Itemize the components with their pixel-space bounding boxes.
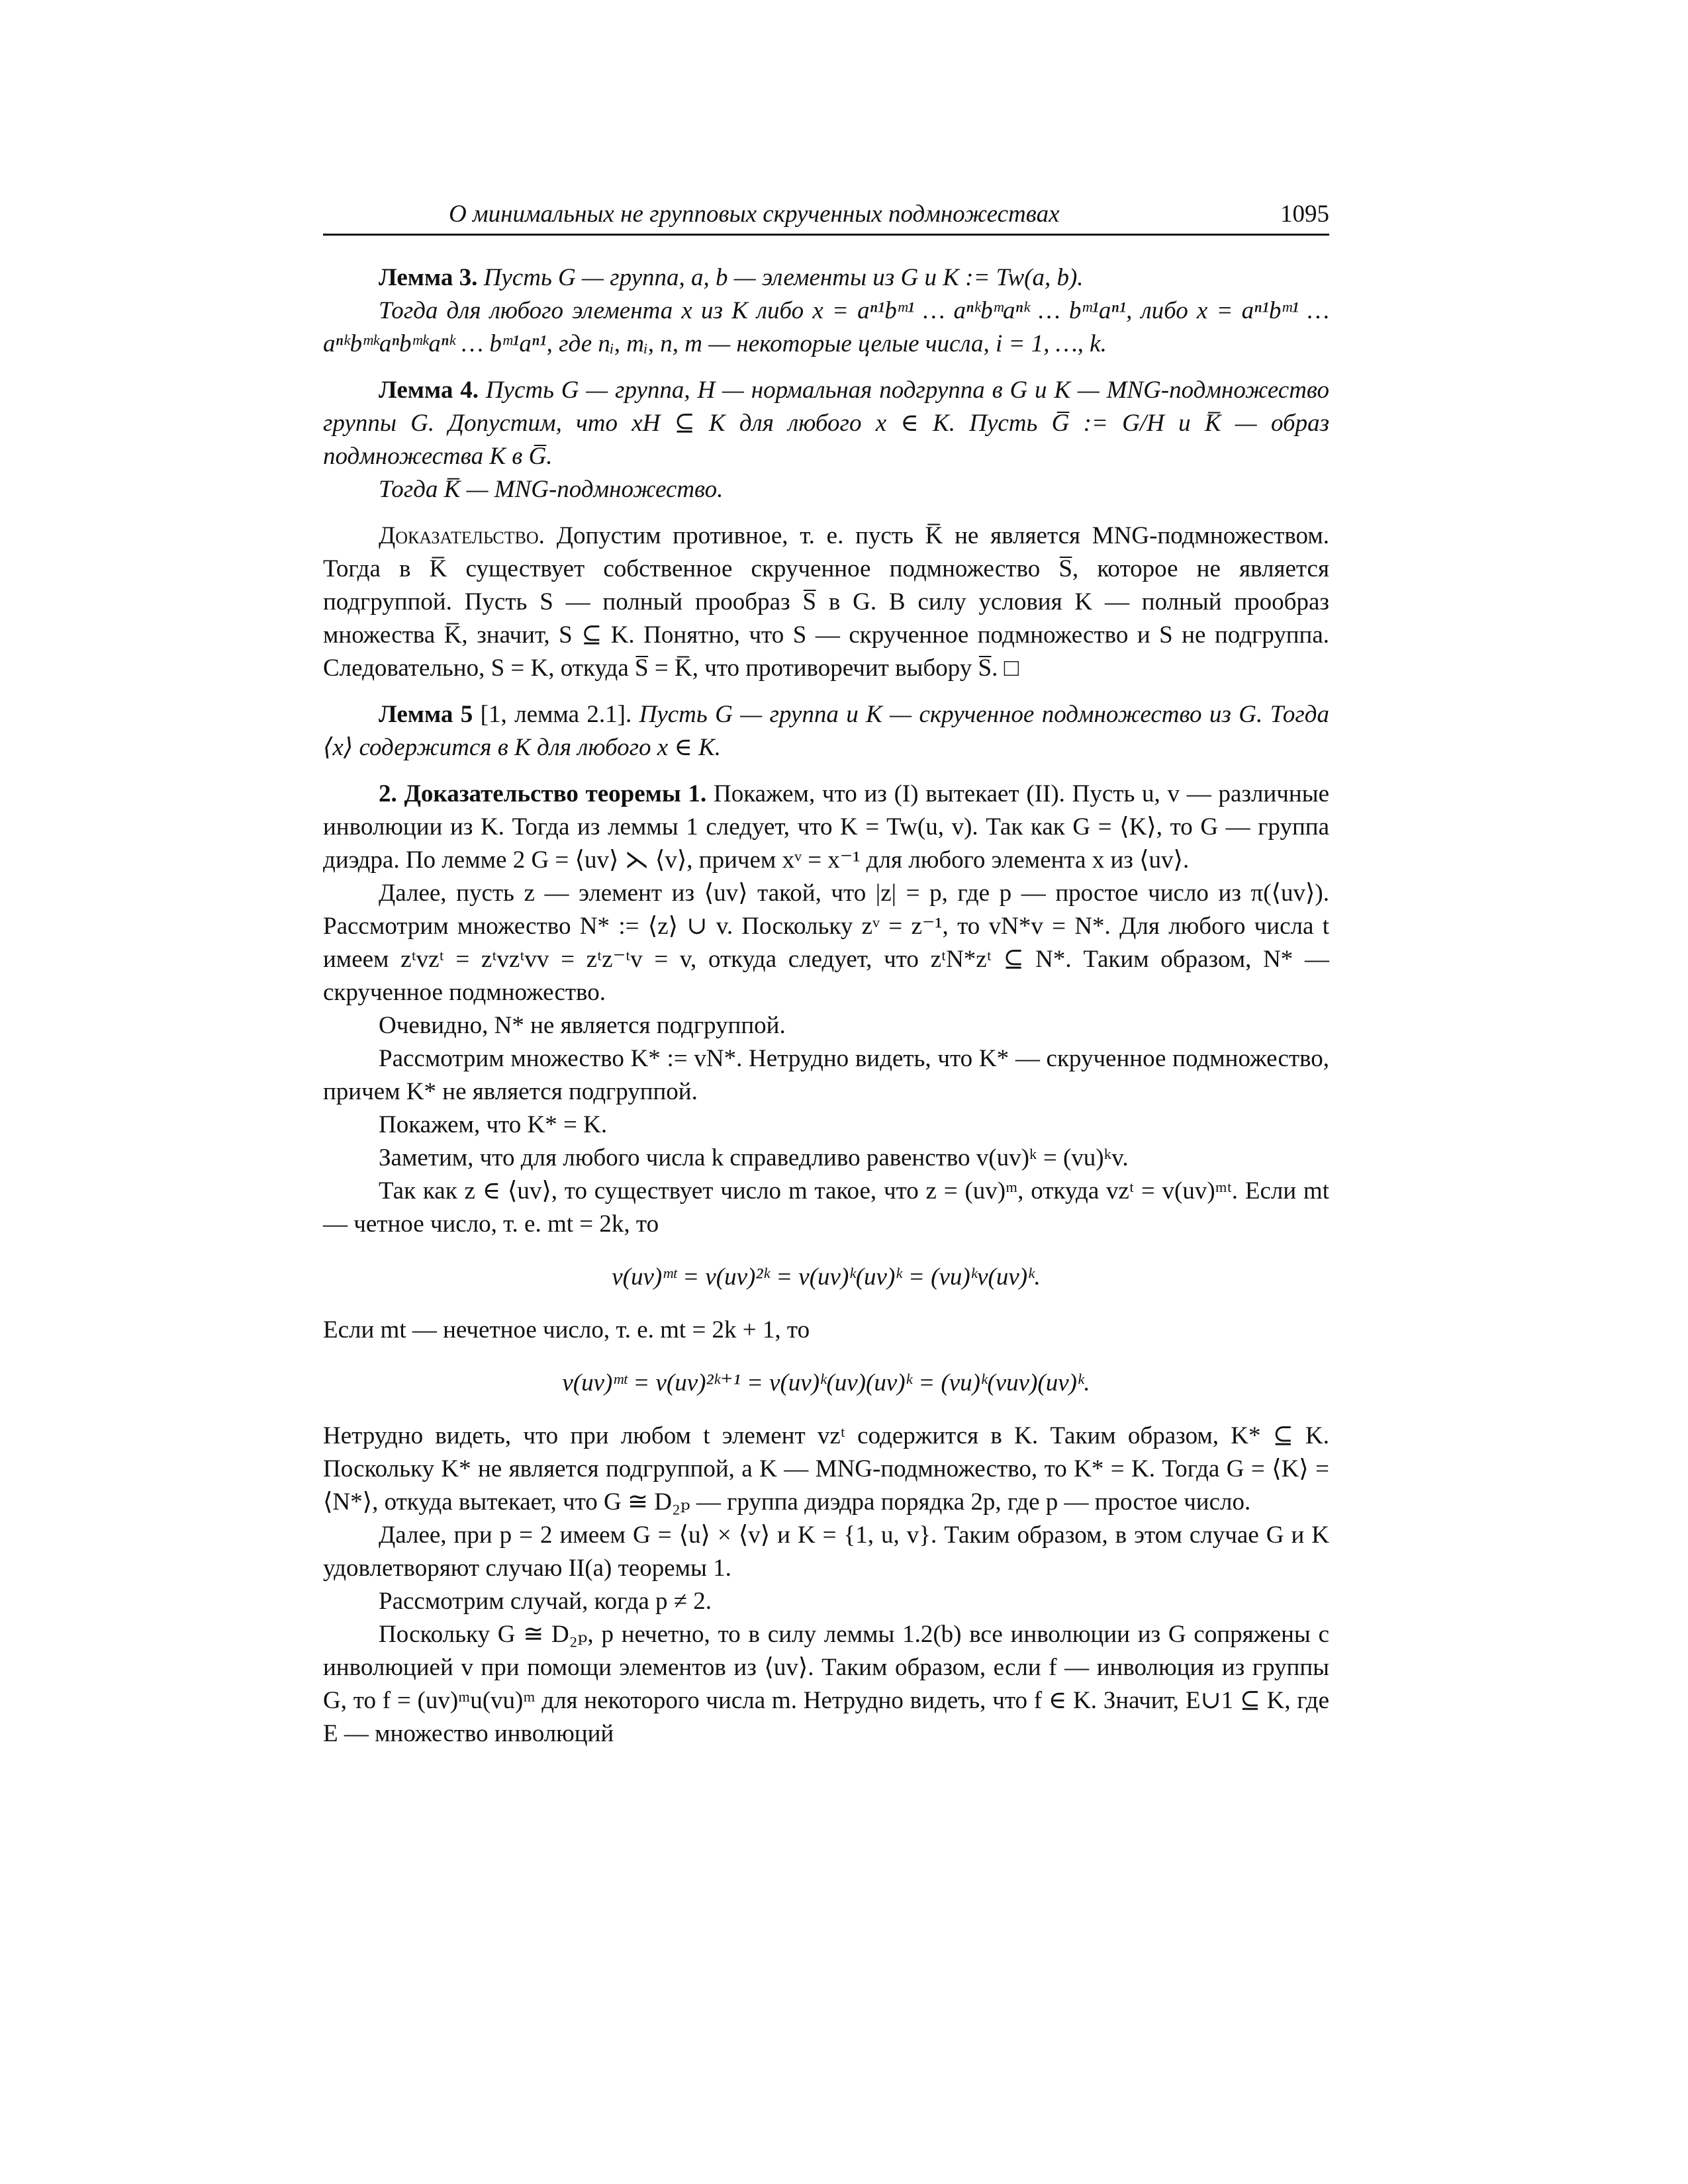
section-2-heading: 2. Доказательство теоремы 1. <box>379 780 707 807</box>
paragraph: Рассмотрим множество K* := vN*. Нетрудно видеть, что K* — скрученное подмножество, причем K* не является подгруппой. <box>323 1045 1329 1105</box>
paragraph: Заметим, что для любого числа k справедливо равенство v(uv)ᵏ = (vu)ᵏv. <box>379 1144 1129 1171</box>
page-number: 1095 <box>1280 201 1329 228</box>
paragraph: Нетрудно видеть, что при любом t элемент vzᵗ содержится в K. Таким образом, K* ⊆ K. Поскольку K* не является подгруппой, а K — MNG-подмножество, то K* = K. Тогда G = ⟨K⟩ = ⟨N*⟩, откуда вытекает, что G ≅ D₂ₚ — группа диэдра порядка 2p, где p — простое число. <box>323 1422 1329 1516</box>
lemma-4-label: Лемма 4. <box>379 377 479 404</box>
section-2-paragraph: Покажем, что из (I) вытекает (II). Пусть u, v — различные инволюции из K. Тогда из леммы 1 следует, что K = Tw(u, v). Так как G = ⟨K⟩, то G — группа диэдра. По лемме 2 G = ⟨uv⟩ ⋋ ⟨v⟩, причем xᵛ = x⁻¹ для любого элемента x из ⟨uv⟩. <box>323 780 1329 874</box>
lemma-4-statement: Пусть G — группа, H — нормальная подгруппа в G и K — MNG-подмножество группы G. Допустим, что xH ⊆ K для любого x ∈ K. Пусть G̅ := G/H и K̅ — образ подмножества K в G̅. <box>323 377 1329 470</box>
paragraph: Поскольку G ≅ D₂ₚ, p нечетно, то в силу леммы 1.2(b) все инволюции из G сопряжены с инволюцией v при помощи элементов из ⟨uv⟩. Таким образом, если f — инволюция из группы G, то f = (uv)ᵐu(vu)ᵐ для некоторого числа m. Нетрудно видеть, что f ∈ K. Значит, E∪1 ⊆ K, где E — множество инволюций <box>323 1621 1329 1747</box>
running-title: О минимальных не групповых скрученных подмножествах <box>449 201 1060 228</box>
lemma-3 <box>323 261 1329 295</box>
paragraph: Рассмотрим случай, когда p ≠ 2. <box>379 1588 712 1615</box>
proof-text: Допустим противное, т. е. пусть K̅ не является MNG-подмножеством. Тогда в K̅ существует собственное скрученное подмножество S̅, которое не является подгруппой. Пусть S — полный прообраз S̅ в G. В силу условия K — полный прообраз множества K̅, значит, S ⊆ K. Понятно, что S — скрученное подмножество и S не подгруппа. Следовательно, S = K, откуда S̅ = K̅, что противоречит выбору S̅. □ <box>323 522 1330 682</box>
paragraph: Далее, при p = 2 имеем G = ⟨u⟩ × ⟨v⟩ и K = {1, u, v}. Таким образом, в этом случае G и K удовлетворяют случаю II(a) теоремы 1. <box>323 1522 1329 1582</box>
proof-label: Доказательство. <box>379 522 545 549</box>
display-formula: v(uv)ᵐᵗ = v(uv)²ᵏ = v(uv)ᵏ(uv)ᵏ = (vu)ᵏv(uv)ᵏ. <box>612 1263 1041 1291</box>
section-2-intro <box>323 778 1329 877</box>
paragraph: Очевидно, N* не является подгруппой. <box>379 1012 786 1039</box>
lemma-5-statement: Пусть G — группа и K — скрученное подмножество из G. Тогда ⟨x⟩ содержится в K для любого x ∈ K. <box>323 701 1329 761</box>
paragraph: Если mt — нечетное число, т. е. mt = 2k + 1, то <box>323 1316 810 1343</box>
lemma-5-label: Лемма 5 <box>379 701 473 728</box>
article-body <box>323 261 1329 1751</box>
lemma-4-proof <box>323 520 1329 685</box>
lemma-3-label: Лемма 3. <box>379 264 478 291</box>
lemma-3-body: Тогда для любого элемента x из K либо x = aⁿ¹bᵐ¹ … aⁿᵏbᵐaⁿᵏ … bᵐ¹aⁿ¹, либо x = aⁿ¹bᵐ¹ … aⁿᵏbᵐᵏaⁿbᵐᵏaⁿᵏ … bᵐ¹aⁿ¹, где nᵢ, mᵢ, n, m — некоторые целые числа, i = 1, …, k. <box>323 297 1329 357</box>
lemma-4 <box>323 374 1329 473</box>
lemma-4-conclusion: Тогда K̅ — MNG-подмножество. <box>379 476 724 503</box>
lemma-3-statement: Пусть G — группа, a, b — элементы из G и K := Tw(a, b). <box>483 264 1084 291</box>
paragraph: Так как z ∈ ⟨uv⟩, то существует число m такое, что z = (uv)ᵐ, откуда vzᵗ = v(uv)ᵐᵗ. Если mt — четное число, т. е. mt = 2k, то <box>323 1177 1329 1238</box>
lemma-5-ref: [1, лемма 2.1]. <box>473 701 639 728</box>
display-formula: v(uv)ᵐᵗ = v(uv)²ᵏ⁺¹ = v(uv)ᵏ(uv)(uv)ᵏ = (vu)ᵏ(vuv)(uv)ᵏ. <box>562 1369 1090 1396</box>
paragraph: Покажем, что K* = K. <box>379 1111 608 1138</box>
lemma-5 <box>323 698 1329 764</box>
paragraph: Далее, пусть z — элемент из ⟨uv⟩ такой, что |z| = p, где p — простое число из π(⟨uv⟩). Рассмотрим множество N* := ⟨z⟩ ∪ v. Поскольку zᵛ = z⁻¹, то vN*v = N*. Для любого числа t имеем zᵗvzᵗ = zᵗvzᵗvv = zᵗz⁻ᵗv = v, откуда следует, что zᵗN*zᵗ ⊆ N*. Таким образом, N* — скрученное подмножество. <box>323 880 1329 1006</box>
running-header <box>323 200 1329 236</box>
